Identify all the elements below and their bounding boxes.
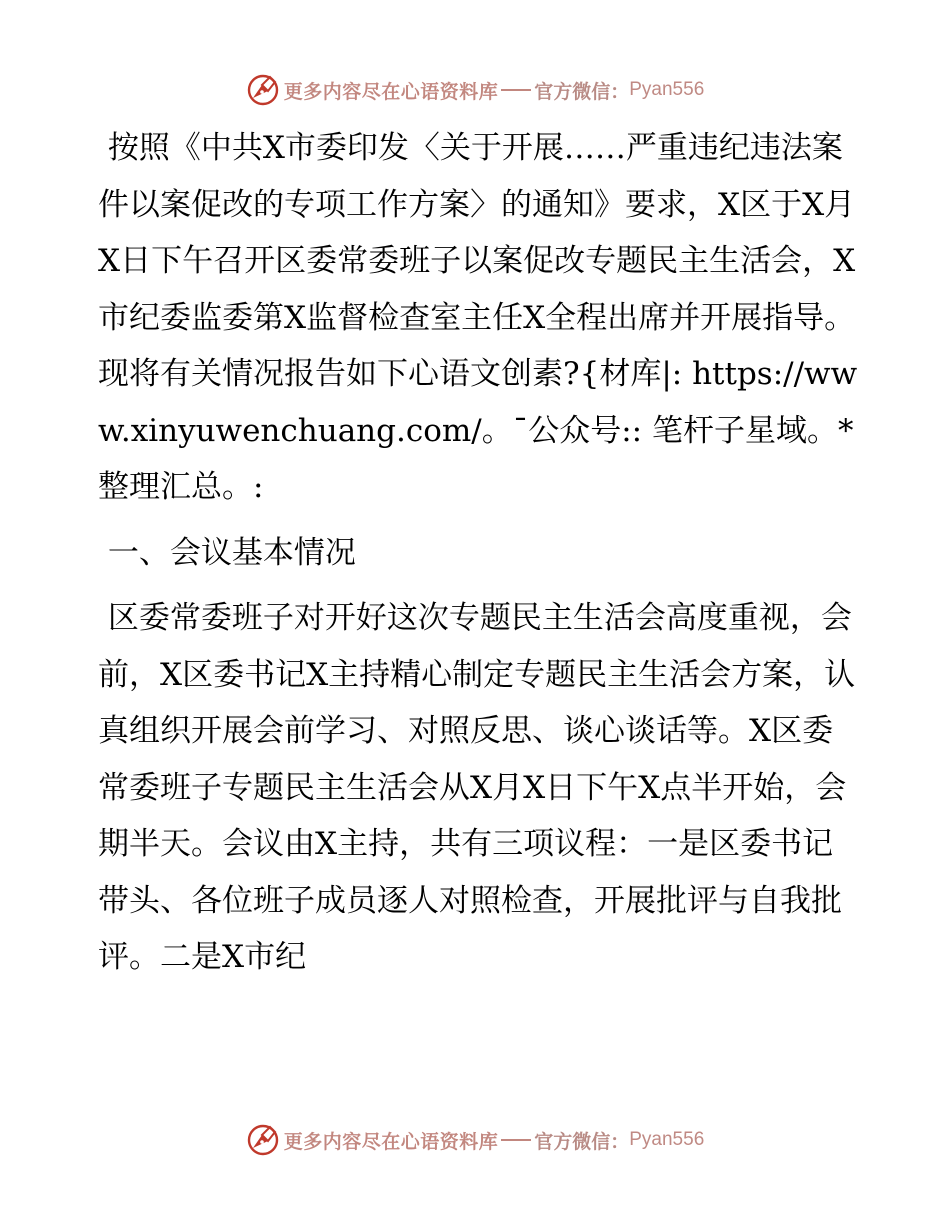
banner-dash	[501, 89, 531, 91]
banner-dash	[501, 1139, 531, 1141]
banner-wechat-id: Pyan556	[629, 79, 705, 100]
banner-wechat-id: Pyan556	[629, 1129, 705, 1150]
header-banner	[0, 70, 950, 110]
paragraph-intro: 按照《中共X市委印发〈关于开展……严重违纪违法案件以案促改的专项工作方案〉的通知》要求，X区于X月X日下午召开区委常委班子以案促改专题民主生活会，X市纪委监委第X监督检查室主任X全程出席并开展指导。现将有关情况报告如下心语文创素?{材库|: https://www.xinyuwenchuang.com/。¯公众号:: 笔杆子星域。*整理汇总。:	[98, 130, 858, 505]
banner-slogan: 更多内容尽在心语资料库	[283, 80, 499, 103]
banner-wechat-label: 官方微信：	[534, 1130, 630, 1153]
banner-wechat-label: 官方微信：	[534, 80, 630, 103]
document-body	[98, 120, 858, 986]
pen-nib-circle-icon	[246, 73, 280, 107]
banner-slogan: 更多内容尽在心语资料库	[283, 1130, 499, 1153]
footer-banner	[0, 1120, 950, 1160]
paragraph-meeting: 区委常委班子对开好这次专题民主生活会高度重视，会前，X区委书记X主持精心制定专题民主生活会方案，认真组织开展会前学习、对照反思、谈心谈话等。X区委常委班子专题民主生活会从X月X日下午X点半开始，会期半天。会议由X主持，共有三项议程：一是区委书记带头、各位班子成员逐人对照检查，开展批评与自我批评。二是X市纪	[98, 600, 856, 975]
section-heading: 一、会议基本情况	[98, 534, 356, 571]
pen-nib-circle-icon	[246, 1123, 280, 1157]
